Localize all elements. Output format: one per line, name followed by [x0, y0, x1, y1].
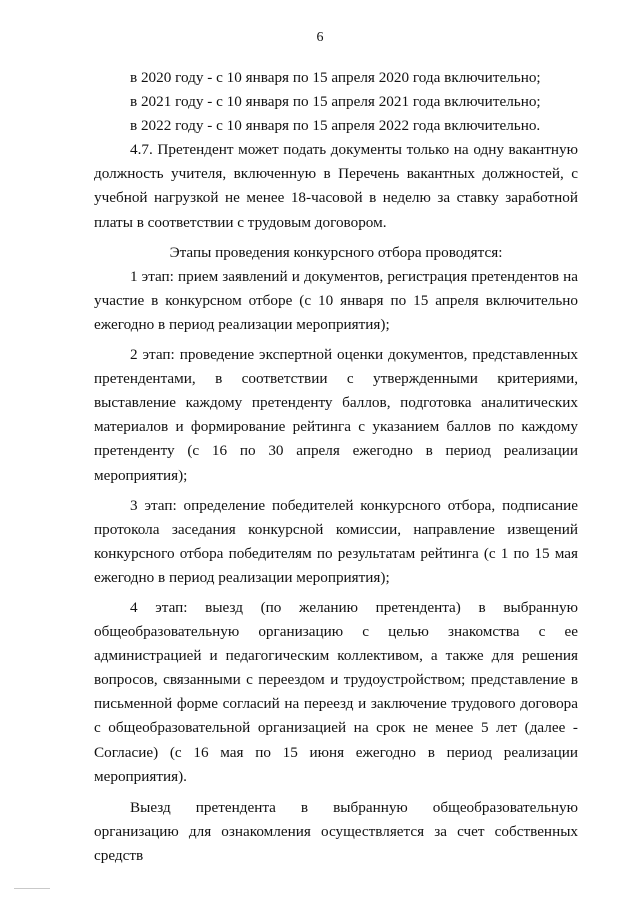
paragraph-trip: Выезд претендента в выбранную общеобразовательную организацию для ознакомления осуществляется за счет собственных средств — [94, 798, 578, 864]
paragraph-year-2021: в 2021 году - с 10 января по 15 апреля 2021 года включительно; — [130, 93, 541, 111]
page-number: 6 — [316, 30, 324, 45]
paragraph-clause-4-7: 4.7. Претендент может подать документы только на одну вакантную должность учителя, включенную в Перечень вакантных должностей, с учебной нагрузкой не менее 18-часовой в неделю за ставку заработной платы в соответствии с трудовым договором. — [94, 141, 578, 231]
paragraph-year-2022: в 2022 году - с 10 января по 15 апреля 2022 года включительно. — [130, 117, 541, 135]
stages-heading: Этапы проведения конкурсного отбора проводятся: — [169, 243, 503, 261]
paragraph-year-2020: в 2020 году - с 10 января по 15 апреля 2020 года включительно; — [130, 69, 541, 86]
paragraph-stage-2: 2 этап: проведение экспертной оценки документов, представленных претендентами, в соответствии с утвержденными критериями, выставление каждому претенденту баллов, подготовка аналитических материалов и формирование рейтинга с указанием баллов по каждому претенденту (с 16 по 30 апреля ежегодно в период реализации мероприятия); — [94, 346, 578, 484]
paragraph-stage-4: 4 этап: выезд (по желанию претендента) в выбранную общеобразовательную организацию с целью знакомства с ее администрацией и педагогическим коллективом, а также для решения вопросов, связанными с переездом и трудоустройством; представление в письменной форме согласий на переезд и заключение трудового договора с общеобразовательной организацией на срок не менее 5 лет (далее - Согласие) (с 16 мая по 15 июня ежегодно в период реализации мероприятия). — [94, 598, 578, 785]
paragraph-stage-3: 3 этап: определение победителей конкурсного отбора, подписание протокола заседания конкурсной комиссии, направление извещений конкурсного отбора победителям по результатам рейтинга (с 1 по 15 мая ежегодно в период реализации мероприятия); — [94, 496, 578, 586]
scan-edge-mark — [14, 888, 50, 889]
document-body — [94, 66, 578, 868]
paragraph-stage-1: 1 этап: прием заявлений и документов, регистрация претендентов на участие в конкурсном отборе (с 10 января по 15 апреля включительно ежегодно в период реализации мероприятия); — [94, 267, 578, 333]
